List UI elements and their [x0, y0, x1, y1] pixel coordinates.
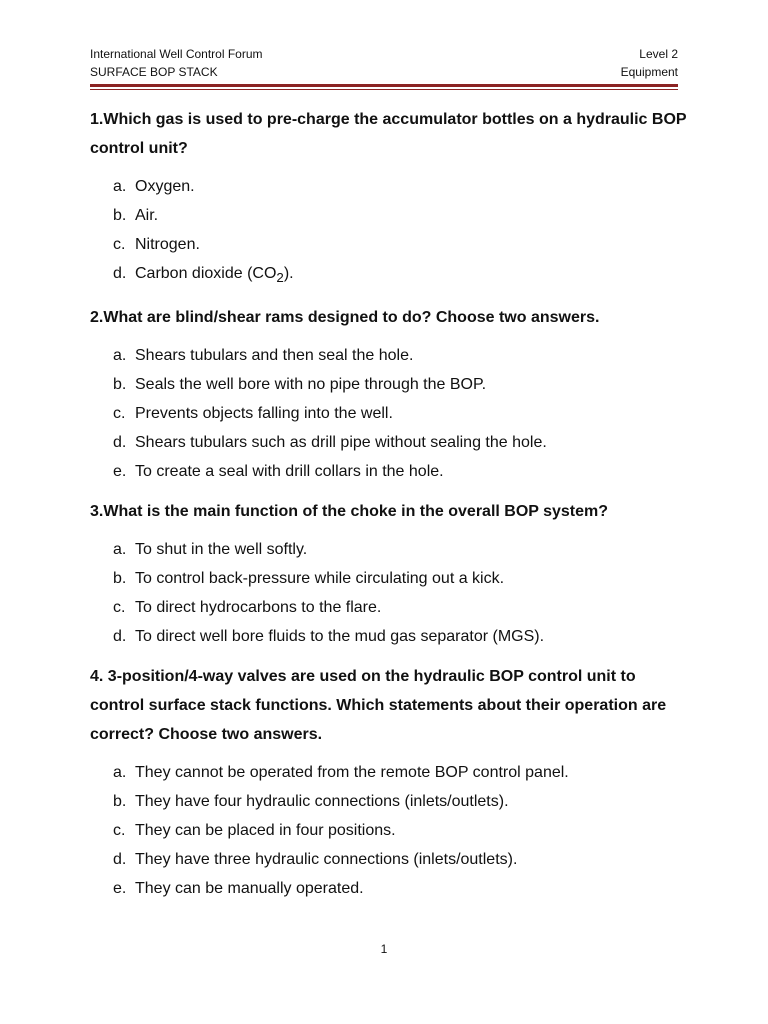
answer-option: [90, 259, 688, 292]
option-letter: a.: [113, 178, 127, 195]
answer-option: [90, 845, 688, 874]
option-text: Air.: [135, 207, 159, 224]
option-text: They have three hydraulic connections (inlets/outlets).: [135, 851, 518, 869]
question-block: [90, 497, 688, 651]
questions-list: [90, 105, 688, 914]
option-text: Carbon dioxide (CO: [135, 265, 277, 282]
answer-option: [90, 399, 688, 428]
answer-option: [90, 758, 688, 787]
option-letter: d.: [113, 434, 127, 452]
option-text: They cannot be operated from the remote BOP control panel.: [135, 764, 569, 782]
option-letter: a.: [113, 764, 127, 782]
option-text: To create a seal with drill collars in the hole.: [135, 463, 444, 481]
answer-option: [90, 816, 688, 845]
header-right: [621, 45, 678, 81]
option-letter: c.: [113, 236, 126, 253]
answer-option: [90, 428, 688, 457]
question-text: 1.Which gas is used to pre-charge the accumulator bottles on a hydraulic BOP control unit?: [90, 111, 687, 157]
option-text: Prevents objects falling into the well.: [135, 405, 393, 423]
question-text: 3.What is the main function of the choke in the overall BOP system?: [90, 503, 609, 521]
option-letter: e.: [113, 463, 127, 481]
header-level: Level 2: [639, 47, 678, 61]
answer-options: [90, 172, 688, 292]
option-text: Nitrogen.: [135, 236, 200, 253]
option-letter: e.: [113, 880, 127, 898]
page-number: 1: [380, 942, 388, 956]
option-subscript: 2: [276, 270, 284, 286]
question-block: [90, 303, 688, 486]
question-text: 2.What are blind/shear rams designed to do? Choose two answers.: [90, 309, 600, 327]
answer-options: [90, 535, 688, 651]
answer-option: [90, 230, 688, 259]
answer-option: [90, 172, 688, 201]
header-rule-thin: [90, 89, 678, 90]
option-letter: c.: [113, 599, 126, 617]
option-letter: b.: [113, 207, 127, 224]
option-text: They can be placed in four positions.: [135, 822, 396, 840]
answer-option: [90, 201, 688, 230]
option-text: They can be manually operated.: [135, 880, 364, 898]
answer-options: [90, 758, 688, 903]
question-block: [90, 662, 688, 903]
answer-option: [90, 593, 688, 622]
header-subject: SURFACE BOP STACK: [90, 65, 218, 79]
option-letter: d.: [113, 265, 127, 282]
option-text: Shears tubulars and then seal the hole.: [135, 347, 414, 365]
option-letter: d.: [113, 851, 127, 869]
answer-option: [90, 535, 688, 564]
option-text: Shears tubulars such as drill pipe without sealing the hole.: [135, 434, 547, 452]
option-letter: b.: [113, 793, 127, 811]
option-letter: a.: [113, 541, 127, 559]
option-text: They have four hydraulic connections (inlets/outlets).: [135, 793, 509, 811]
option-text: To direct well bore fluids to the mud gas separator (MGS).: [135, 628, 545, 646]
option-text: Seals the well bore with no pipe through the BOP.: [135, 376, 487, 394]
header-section: Equipment: [620, 65, 678, 79]
option-text: Oxygen.: [135, 178, 195, 195]
option-letter: b.: [113, 570, 127, 588]
answer-option: [90, 622, 688, 651]
option-text: To direct hydrocarbons to the flare.: [135, 599, 382, 617]
answer-option: [90, 370, 688, 399]
answer-option: [90, 874, 688, 903]
answer-option: [90, 341, 688, 370]
option-letter: d.: [113, 628, 127, 646]
option-text: To control back-pressure while circulating out a kick.: [135, 570, 505, 588]
option-text-suffix: ).: [283, 265, 294, 282]
answer-options: [90, 341, 688, 486]
option-letter: a.: [113, 347, 127, 365]
header-org: International Well Control Forum: [90, 47, 263, 61]
question-block: [90, 105, 688, 292]
option-text: To shut in the well softly.: [135, 541, 308, 559]
answer-option: [90, 457, 688, 486]
header-rule-thick: [90, 84, 678, 87]
answer-option: [90, 787, 688, 816]
option-letter: b.: [113, 376, 127, 394]
answer-option: [90, 564, 688, 593]
question-text: 4. 3-position/4-way valves are used on the hydraulic BOP control unit to control surface stack functions. Which statements about their operation are correct? Choose two answers.: [90, 668, 667, 744]
header-left: [90, 45, 263, 81]
option-letter: c.: [113, 822, 126, 840]
option-letter: c.: [113, 405, 126, 423]
